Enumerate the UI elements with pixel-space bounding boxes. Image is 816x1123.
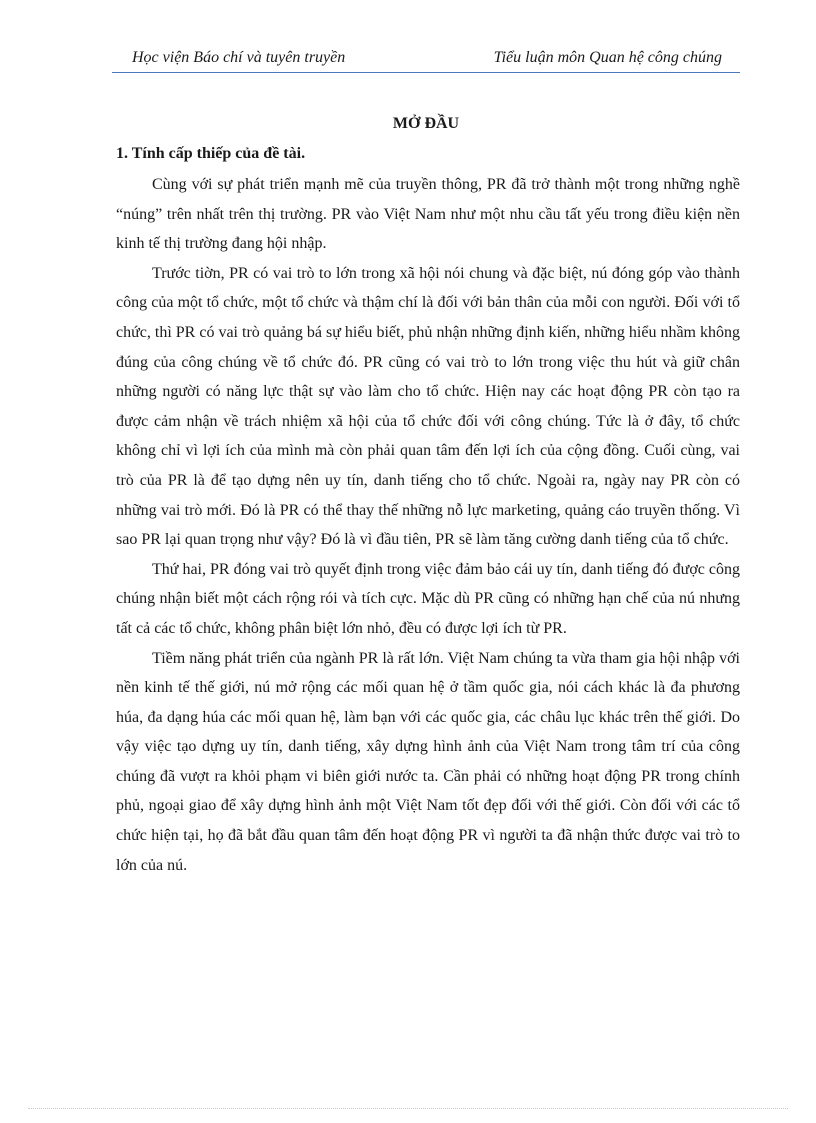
paragraph: Thứ hai, PR đóng vai trò quyết định trong việc đảm bảo cái uy tín, danh tiếng đó được công chúng nhận biết một cách rộng rói và tích cực. Mặc dù PR cũng có những hạn chế của nú nhưng tất cả các tổ chức, không phân biệt lớn nhỏ, đều có được lợi ích từ PR. bbox=[116, 560, 740, 637]
body-text bbox=[116, 170, 740, 880]
page-header bbox=[112, 46, 740, 73]
paragraph: Tiềm năng phát triển của ngành PR là rất lớn. Việt Nam chúng ta vừa tham gia hội nhập với nền kinh tế thế giới, nú mở rộng các mối quan hệ ở tầm quốc gia, nói cách khác là đa phương húa, đa dạng húa các mối quan hệ, làm bạn với các quốc gia, các châu lục khác trên thế giới. Do vậy việc tạo dựng uy tín, danh tiếng, xây dựng hình ảnh của Việt Nam trong tâm trí của công chúng đã vượt ra khỏi phạm vi biên giới nước ta. Cần phải có những hoạt động PR trong chính phủ, ngoại giao để xây dựng hình ảnh một Việt Nam tốt đẹp đối với thế giới. Còn đối với các tổ chức hiện tại, họ đã bắt đầu quan tâm đến hoạt động PR vì người ta đã nhận thức được vai trò to lớn của nú. bbox=[116, 649, 740, 874]
paragraph: Trước tiờn, PR có vai trò to lớn trong xã hội nói chung và đặc biệt, nú đóng góp vào thành công của một tổ chức, một tổ chức và thậm chí là đối với bản thân của mỗi con người. Đối với tổ chức, thì PR có vai trò quảng bá sự hiểu biết, phủ nhận những định kiến, những hiểu nhầm không đúng của công chúng về tổ chức đó. PR cũng có vai trò to lớn trong việc thu hút và giữ chân những người có năng lực thật sự vào làm cho tổ chức. Hiện nay các hoạt động PR còn tạo ra được cảm nhận về trách nhiệm xã hội của tổ chức đối với công chúng. Tức là ở đây, tổ chức không chỉ vì lợi ích của mình mà còn phải quan tâm đến lợi ích của cộng đồng. Cuối cùng, vai trò của PR là để tạo dựng nên uy tín, danh tiếng cho tổ chức. Ngoài ra, ngày nay PR còn có những vai trò mới. Đó là PR có thể thay thế những nỗ lực marketing, quảng cáo truyền thống. Vì sao PR lại quan trọng như vậy? Đó là vì đầu tiên, PR sẽ làm tăng cường danh tiếng của tổ chức. bbox=[116, 264, 740, 549]
header-document-type: Tiểu luận môn Quan hệ công chúng bbox=[493, 49, 722, 66]
paragraph: Cùng với sự phát triển mạnh mẽ của truyền thông, PR đã trở thành một trong những nghề “núng” trên nhất trên thị trường. PR vào Việt Nam như một nhu cầu tất yếu trong điều kiện nền kinh tế thị trường đang hội nhập. bbox=[116, 176, 740, 253]
header-institution: Học viện Báo chí và tuyên truyền bbox=[132, 49, 346, 66]
footer-divider bbox=[28, 1108, 788, 1109]
section-heading: 1. Tính cấp thiếp của đề tài. bbox=[116, 145, 306, 162]
page-title: MỞ ĐẦU bbox=[392, 115, 460, 132]
